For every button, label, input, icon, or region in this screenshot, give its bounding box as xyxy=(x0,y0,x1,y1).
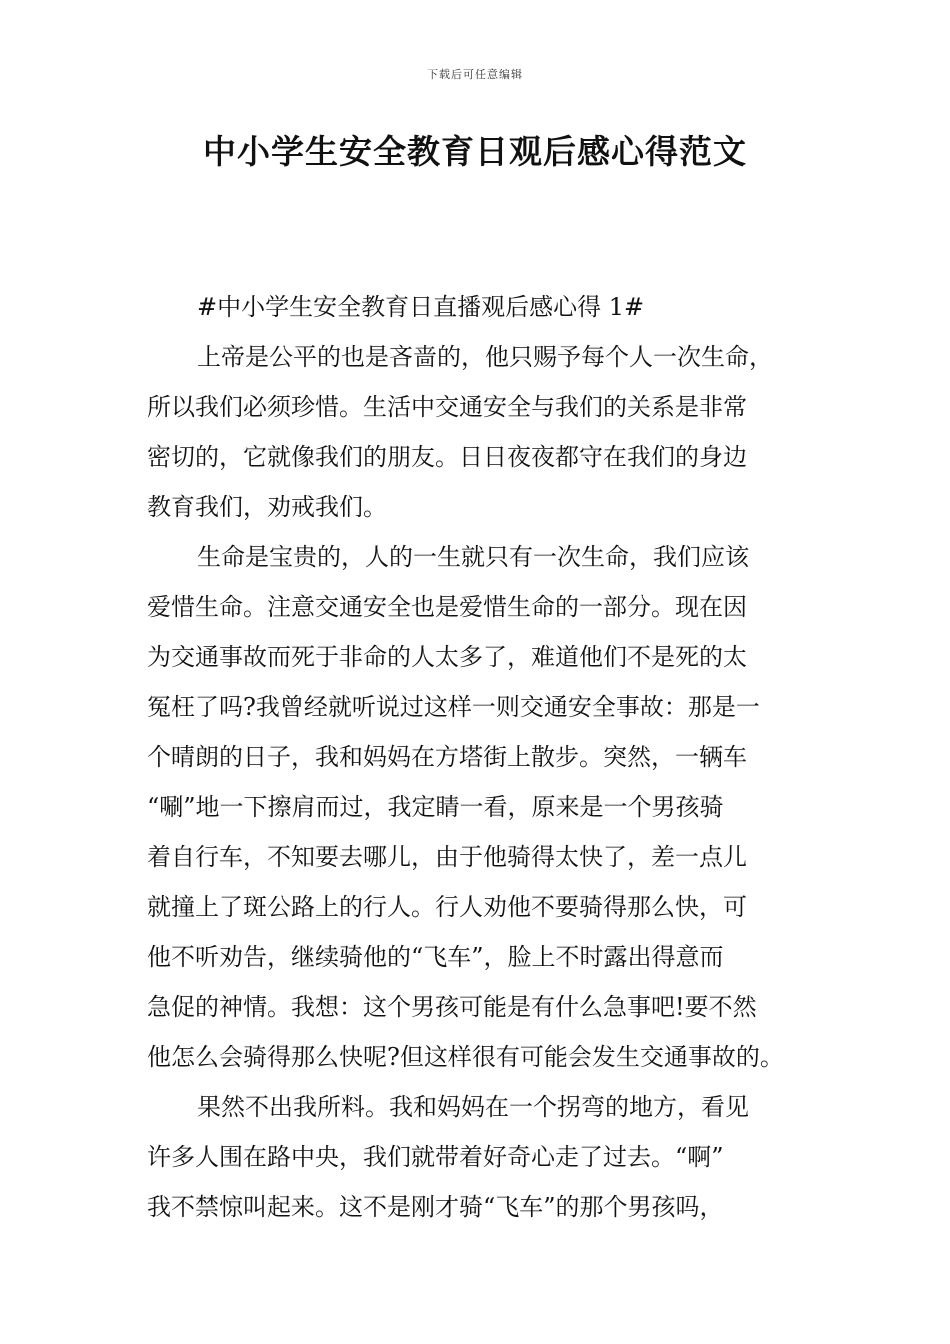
document-body xyxy=(147,282,827,1232)
text-line: 许多人围在路中央，我们就带着好奇心走了过去。“啊” xyxy=(147,1143,724,1171)
text-line: 果然不出我所料。我和妈妈在一个拐弯的地方，看见 xyxy=(197,1093,749,1121)
text-line: 上帝是公平的也是吝啬的，他只赐予每个人一次生命， xyxy=(197,343,773,371)
text-line: #中小学生安全教育日直播观后感心得 1# xyxy=(197,293,645,321)
text-line: 爱惜生命。注意交通安全也是爱惜生命的一部分。现在因 xyxy=(147,593,747,621)
document-title: 中小学生安全教育日观后感心得范文 xyxy=(203,132,747,171)
text-line: 个晴朗的日子，我和妈妈在方塔街上散步。突然，一辆车 xyxy=(147,743,747,771)
text-line: 冤枉了吗?我曾经就听说过这样一则交通安全事故：那是一 xyxy=(147,693,760,721)
text-line: 密切的，它就像我们的朋友。日日夜夜都守在我们的身边 xyxy=(147,443,747,471)
text-line: 我不禁惊叫起来。这不是刚才骑“飞车”的那个男孩吗， xyxy=(147,1193,724,1221)
text-line: “唰”地一下擦肩而过，我定睛一看，原来是一个男孩骑 xyxy=(147,793,724,821)
text-line: 生命是宝贵的，人的一生就只有一次生命，我们应该 xyxy=(197,543,749,571)
text-line: 教育我们，劝戒我们。 xyxy=(147,493,387,521)
text-line: 为交通事故而死于非命的人太多了，难道他们不是死的太 xyxy=(147,643,747,671)
text-line: 他怎么会骑得那么快呢?但这样很有可能会发生交通事故的。 xyxy=(147,1043,784,1071)
text-line: 他不听劝告，继续骑他的“飞车”，脸上不时露出得意而 xyxy=(147,943,724,971)
header-note: 下载后可任意编辑 xyxy=(427,68,523,81)
text-line: 就撞上了斑公路上的行人。行人劝他不要骑得那么快，可 xyxy=(147,893,747,921)
text-line: 着自行车，不知要去哪儿，由于他骑得太快了，差一点儿 xyxy=(147,843,747,871)
text-line: 急促的神情。我想：这个男孩可能是有什么急事吧!要不然 xyxy=(147,993,757,1021)
text-line: 所以我们必须珍惜。生活中交通安全与我们的关系是非常 xyxy=(147,393,747,421)
